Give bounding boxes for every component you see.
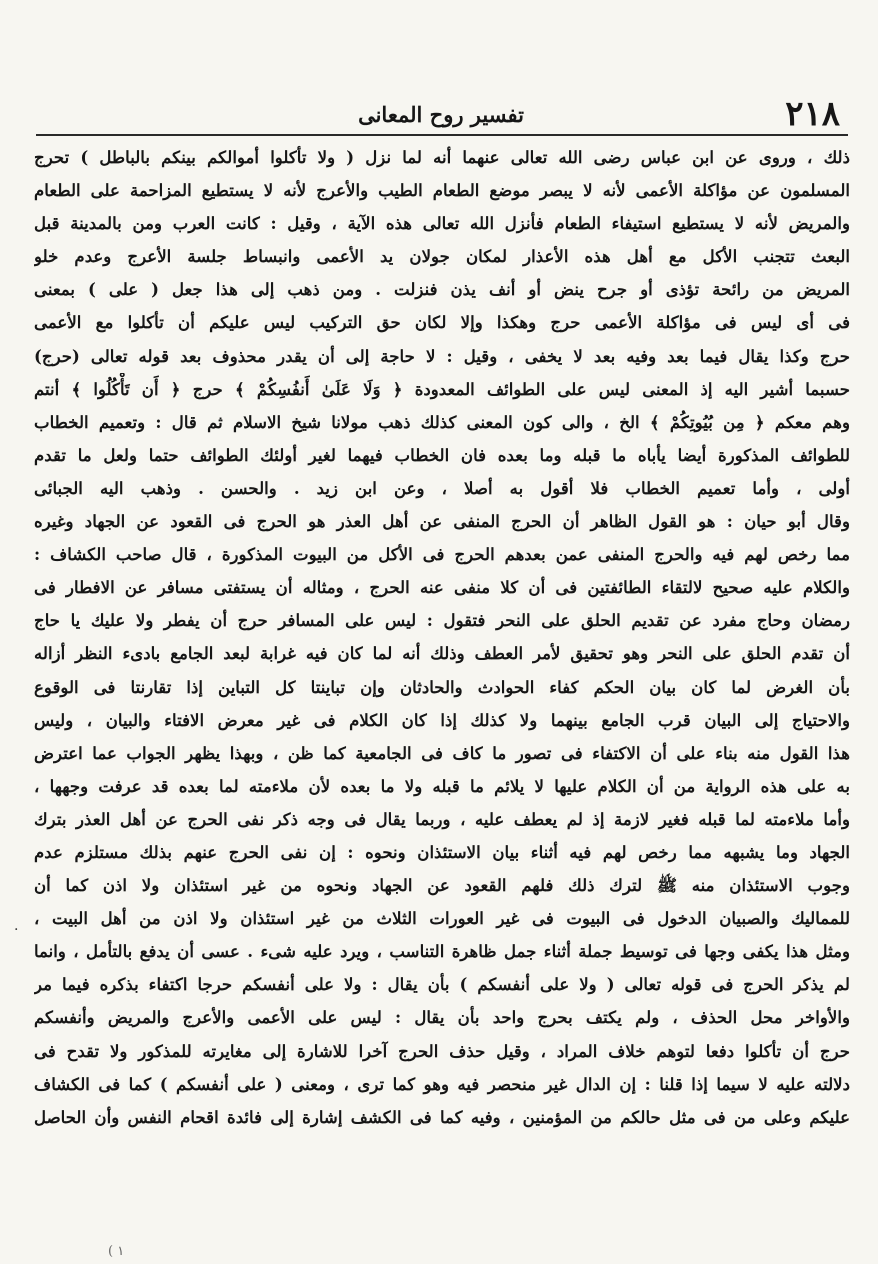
text-line: وهم معكم ﴿ مِن بُيُوتِكُمْ ﴾ الخ ، والى كون المعنى كذلك ذهب مولانا شيخ الاسلام ثم قال : وتعميم الخطاب xyxy=(34,411,850,432)
text-line: والمريض لأنه لا يستطيع استيفاء الطعام فأنزل الله تعالى هذه الآية ، وقيل : كانت العرب ومن بالمدينة قبل xyxy=(34,213,850,234)
text-line: أولى ، وأما تعميم الخطاب فلا أقول به أصلا ، وعن ابن زيد . والحسن . وذهب اليه الجبائى xyxy=(34,477,850,498)
text-line: رمضان وحاج مفرد عن تقديم الحلق على النحر فتقول : ليس على المسافر حرج أن يفطر ولا عليك يا حاج xyxy=(34,610,850,631)
text-line: للمماليك والصبيان الدخول فى البيوت فى غير العورات الثلاث من غير استئذان ولا اذن من أهل البيت ، xyxy=(34,908,850,929)
text-line: فى أى ليس فى مؤاكلة الأعمى حرج وهكذا وإلا لكان حق التركيب ليس عليكم أن تأكلوا مع الأعمى xyxy=(34,312,850,333)
footer-mark: ( ١ xyxy=(108,1244,125,1259)
text-line: وجوب الاستئذان منه ﷺ لترك ذلك فلهم القعود عن الجهاد ونحوه من غير استئذان ولا اذن كما أن xyxy=(34,875,850,896)
text-line: مما رخص لهم فيه والحرج المنفى عمن بعدهم الحرج فى الأكل من البيوت المذكورة ، قال صاحب الكشاف : xyxy=(34,544,850,565)
text-line: البعث تتجنب الأكل مع أهل هذه الأعذار لمكان جولان يد الأعمى وانبساط جلسة الأعرج وعدم خلو xyxy=(34,246,850,267)
text-line: عليكم وعلى من فى مثل حالكم من المؤمنين ، وفيه كما فى الكشف إشارة إلى فائدة اقحام النفس وأن الحاصل xyxy=(34,1106,850,1127)
text-line: ذلك ، وروى عن ابن عباس رضى الله تعالى عنهما أنه لما نزل ( ولا تأكلوا أموالكم بينكم بالباطل ) تحرج xyxy=(34,147,850,167)
text-line: هذا القول منه بناء على أن الاكتفاء فى تصور ما كاف فى الجامعية كما ظن ، وبهذا يظهر الجواب عما اعترض xyxy=(34,742,850,763)
text-line: حسبما أشير اليه إذ المعنى ليس على الطوائف المعدودة ﴿ وَلَا عَلَىٰ أَنفُسِكُمْ ﴾ حرج ﴿ أَن تَأْكُلُوا ﴾ أنتم xyxy=(34,378,850,399)
running-title: تفسير روح المعانى xyxy=(358,102,524,127)
text-line: بأن الغرض لما كان بيان الحكم كفاء الحوادث والحادثان وإن تباينتا كل التباين إذا تقارنتا فى الوقوع xyxy=(34,676,850,697)
header-rule xyxy=(36,134,848,136)
text-line: حرج وكذا يقال فيما بعد وفيه بعد لا يخفى ، وقيل : لا حاجة إلى أن يقدر محذوف بعد قوله تعالى (حرج) xyxy=(34,345,850,366)
text-line: أن تقدم الحلق على النحر وهو تحقيق لأمر العطف وذلك أنه لما كان فيه غرابة لبعد الجامع بادىء النظر أزاله xyxy=(34,643,850,664)
text-line: وأما ملاءمته لما قبله فغير لازمة إذ لم يعطف عليه ، وربما يقال فى وجه ذكر نفى الحرج عن أهل العذر بترك xyxy=(34,808,850,829)
text-line: والكلام عليه صحيح لالتقاء الطائفتين فى أن كلا منفى عنه الحرج ، ومثاله أن يستفتى مسافر عن الافطار فى xyxy=(34,577,850,598)
text-line: الجهاد وما يشبهه مما رخص لهم فيه أثناء بيان الاستئذان ونحوه : إن نفى الحرج عنهم بذلك مستلزم عدم xyxy=(34,841,850,862)
text-line: للطوائف المذكورة أيضا يأباه ما قبله وما بعده فان الخطاب فيهما لغير أولئك الطوائف حتما ولعل ما تقدم xyxy=(34,444,850,465)
text-line: لم يذكر الحرج فى قوله تعالى ( ولا على أنفسكم ) بأن يقال : ولا على أنفسكم حرجا اكتفاء بذكره فيما مر xyxy=(34,974,850,995)
page-number: ٢١٨ xyxy=(785,94,840,134)
text-line: المسلمون عن مؤاكلة الأعمى لأنه لا يبصر موضع الطعام الطيب والأعرج لأنه لا يستطيع المزاحمة على الطعام xyxy=(34,180,850,201)
text-line: دلالته عليه لا سيما إذا قلنا : إن الدال غير منحصر فيه وهو كما ترى ، ومعنى ( على أنفسكم ) كما فى الكشاف xyxy=(34,1073,850,1094)
text-line: به على هذه الرواية من أن الكلام عليها لا يلائم ما قبله ولا ما بعده لأن ملاءمته لما بعده قد عرفت وجهها ، xyxy=(34,775,850,796)
body-text xyxy=(34,141,850,1134)
text-line: والاحتياج إلى البيان قرب الجامع بينهما ولا كذلك إذا كان الكلام فى غير معرض الافتاء والبيان ، وليس xyxy=(34,709,850,730)
text-line: ومثل هذا يكفى وجها فى توسيط جملة أثناء جمل ظاهرة التناسب ، ويرد عليه شىء . عسى أن يدفع بالتأمل ، وانما xyxy=(34,941,850,962)
text-line: وقال أبو حيان : هو القول الظاهر أن الحرج المنفى عن أهل العذر هو الحرج فى القعود عن الجهاد وغيره xyxy=(34,511,850,532)
text-line: المريض من رائحة تؤذى أو جرح ينض أو أنف يذن فنزلت . ومن ذهب إلى هذا جعل ( على ) بمعنى xyxy=(34,279,850,300)
margin-mark: . xyxy=(14,918,19,934)
page-header xyxy=(36,94,846,136)
text-line: والأواخر محل الحذف ، ولم يكتف بحرج واحد بأن يقال : ليس على الأعمى والأعرج والمريض وأنفسكم xyxy=(34,1007,850,1028)
text-line: حرج أن تأكلوا دفعا لتوهم خلاف المراد ، وقيل حذف الحرج آخرا للاشارة إلى مغايرته للمذكور ولا تقدح فى xyxy=(34,1040,850,1061)
